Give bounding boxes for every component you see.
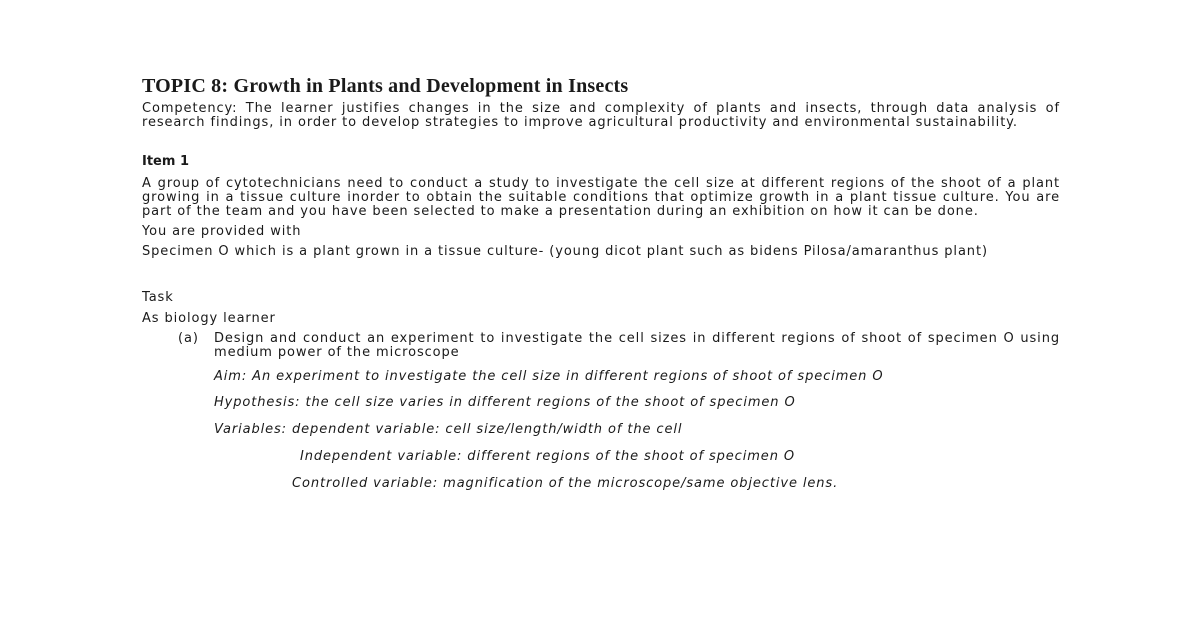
hypothesis-statement: Hypothesis: the cell size varies in different regions of the shoot of specimen O: [214, 395, 796, 411]
task-a-marker: (a): [178, 331, 199, 347]
document-page: [142, 74, 1060, 503]
task-a-text: Design and conduct an experiment to investigate the cell sizes in different regions of shoot of specimen O using medium power of the microscope: [214, 331, 1060, 361]
independent-variable: Independent variable: different regions of the shoot of specimen O: [300, 448, 796, 464]
topic-title: TOPIC 8: Growth in Plants and Development in Insects: [142, 75, 629, 97]
item-heading: Item 1: [142, 154, 189, 170]
controlled-variable: Controlled variable: magnification of the microscope/same objective lens.: [292, 475, 839, 491]
provided-intro: You are provided with: [142, 223, 302, 239]
task-label: Task: [142, 289, 174, 305]
task-a: [142, 332, 1060, 359]
specimen-description: Specimen O which is a plant grown in a tissue culture- (young dicot plant such as bidens Pilosa/amaranthus plant): [142, 244, 988, 260]
aim-statement: Aim: An experiment to investigate the cell size in different regions of shoot of specimen O: [214, 368, 884, 384]
role-statement: As biology learner: [142, 310, 276, 326]
scenario-paragraph: A group of cytotechnicians need to conduct a study to investigate the cell size at different regions of the shoot of a plant growing in a tissue culture inorder to obtain the suitable conditions that optimize growth in a plant tissue culture. You are part of the team and you have been selected to make a presentation during an exhibition on how it can be done.: [142, 176, 1060, 219]
competency-statement: Competency: The learner justifies changes in the size and complexity of plants and insects, through data analysis of research findings, in order to develop strategies to improve agricultural productivity and environmental sustainability.: [142, 101, 1060, 130]
dependent-variable: Variables: dependent variable: cell size/length/width of the cell: [214, 422, 683, 438]
